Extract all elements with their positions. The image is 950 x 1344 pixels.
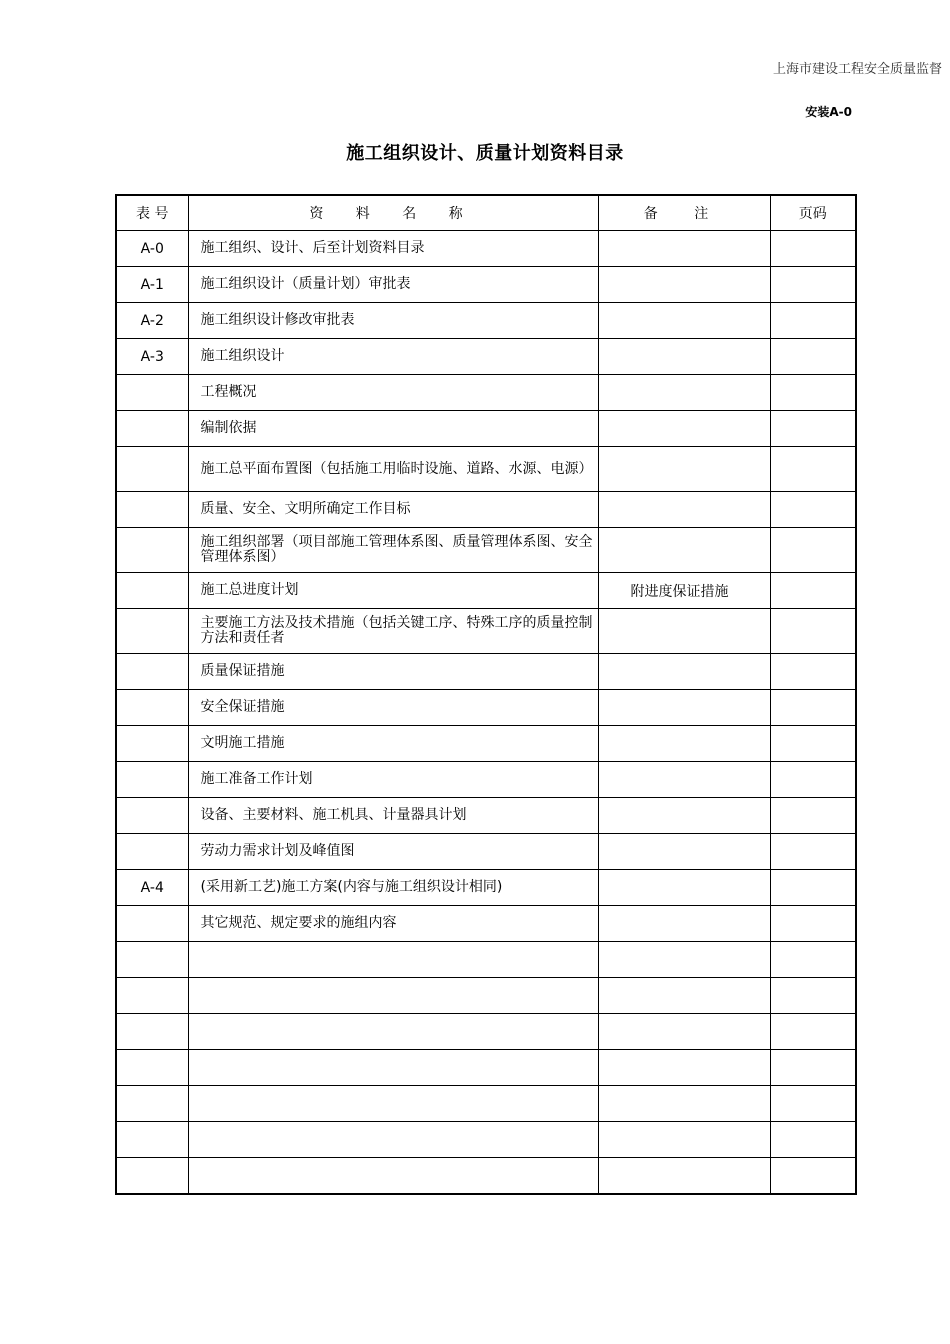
- table-row: [116, 654, 856, 690]
- cell-document-name: 设备、主要材料、施工机具、计量器具计划: [188, 798, 598, 834]
- cell-page-number: [770, 870, 856, 906]
- cell-page-number: [770, 267, 856, 303]
- cell-document-name: [188, 1122, 598, 1158]
- cell-document-name: 施工总平面布置图（包括施工用临时设施、道路、水源、电源）: [188, 447, 598, 492]
- cell-table-no: [116, 1050, 188, 1086]
- table-body: [116, 231, 856, 1195]
- cell-page-number: [770, 906, 856, 942]
- cell-document-name: [188, 1050, 598, 1086]
- cell-table-no: [116, 654, 188, 690]
- cell-document-name: 施工组织设计（质量计划）审批表: [188, 267, 598, 303]
- cell-document-name: 文明施工措施: [188, 726, 598, 762]
- cell-page-number: [770, 726, 856, 762]
- cell-document-name: 质量、安全、文明所确定工作目标: [188, 492, 598, 528]
- cell-document-name: [188, 1158, 598, 1195]
- header-no: 表 号: [116, 195, 188, 231]
- cell-table-no: A-0: [116, 231, 188, 267]
- cell-remark: 附进度保证措施: [598, 573, 770, 609]
- header-remark: 备 注: [598, 195, 770, 231]
- cell-table-no: [116, 762, 188, 798]
- cell-table-no: [116, 978, 188, 1014]
- header-name: 资 料 名 称: [188, 195, 598, 231]
- cell-remark: [598, 690, 770, 726]
- cell-remark: [598, 1158, 770, 1195]
- table-row: [116, 762, 856, 798]
- cell-table-no: [116, 609, 188, 654]
- table-row: [116, 231, 856, 267]
- table-row: [116, 303, 856, 339]
- table-row: [116, 375, 856, 411]
- cell-table-no: A-2: [116, 303, 188, 339]
- table-row: [116, 411, 856, 447]
- cell-remark: [598, 834, 770, 870]
- cell-table-no: A-1: [116, 267, 188, 303]
- cell-remark: [598, 1086, 770, 1122]
- cell-document-name: 施工组织设计: [188, 339, 598, 375]
- cell-remark: [598, 798, 770, 834]
- cell-page-number: [770, 609, 856, 654]
- table-row: [116, 447, 856, 492]
- cell-document-name: [188, 942, 598, 978]
- cell-table-no: [116, 528, 188, 573]
- cell-remark: [598, 528, 770, 573]
- cell-remark: [598, 411, 770, 447]
- cell-remark: [598, 870, 770, 906]
- header-page: 页码: [770, 195, 856, 231]
- cell-page-number: [770, 1050, 856, 1086]
- cell-page-number: [770, 573, 856, 609]
- table-row: [116, 1050, 856, 1086]
- cell-page-number: [770, 798, 856, 834]
- cell-page-number: [770, 492, 856, 528]
- table-row: [116, 726, 856, 762]
- cell-page-number: [770, 303, 856, 339]
- table-row: [116, 1158, 856, 1195]
- cell-page-number: [770, 834, 856, 870]
- cell-page-number: [770, 1086, 856, 1122]
- cell-page-number: [770, 1122, 856, 1158]
- cell-page-number: [770, 231, 856, 267]
- cell-remark: [598, 492, 770, 528]
- cell-table-no: [116, 834, 188, 870]
- cell-document-name: 主要施工方法及技术措施（包括关键工序、特殊工序的质量控制方法和责任者: [188, 609, 598, 654]
- cell-remark: [598, 609, 770, 654]
- table-row: [116, 906, 856, 942]
- form-code: 安装A-0: [805, 105, 852, 119]
- table-row: [116, 1086, 856, 1122]
- cell-remark: [598, 978, 770, 1014]
- catalog-table: [115, 194, 857, 1195]
- cell-page-number: [770, 411, 856, 447]
- cell-document-name: 工程概况: [188, 375, 598, 411]
- cell-page-number: [770, 375, 856, 411]
- cell-table-no: [116, 1086, 188, 1122]
- cell-document-name: [188, 1086, 598, 1122]
- header-note: 上海市建设工程安全质量监督: [772, 62, 942, 77]
- cell-table-no: A-4: [116, 870, 188, 906]
- table-row: [116, 1014, 856, 1050]
- cell-remark: [598, 303, 770, 339]
- cell-remark: [598, 339, 770, 375]
- table-row: [116, 690, 856, 726]
- cell-remark: [598, 375, 770, 411]
- table-row: [116, 267, 856, 303]
- cell-table-no: [116, 1158, 188, 1195]
- cell-remark: [598, 942, 770, 978]
- table-row: [116, 528, 856, 573]
- cell-table-no: [116, 798, 188, 834]
- cell-document-name: 劳动力需求计划及峰值图: [188, 834, 598, 870]
- cell-table-no: [116, 1014, 188, 1050]
- cell-page-number: [770, 762, 856, 798]
- cell-remark: [598, 447, 770, 492]
- page-title: 施工组织设计、质量计划资料目录: [346, 143, 624, 164]
- cell-remark: [598, 726, 770, 762]
- cell-remark: [598, 762, 770, 798]
- cell-page-number: [770, 1014, 856, 1050]
- cell-page-number: [770, 654, 856, 690]
- cell-table-no: [116, 492, 188, 528]
- table-row: [116, 492, 856, 528]
- cell-document-name: 安全保证措施: [188, 690, 598, 726]
- cell-table-no: A-3: [116, 339, 188, 375]
- cell-table-no: [116, 375, 188, 411]
- table-row: [116, 1122, 856, 1158]
- cell-document-name: 编制依据: [188, 411, 598, 447]
- table-row: [116, 942, 856, 978]
- table-row: [116, 609, 856, 654]
- cell-page-number: [770, 339, 856, 375]
- table-row: [116, 339, 856, 375]
- cell-remark: [598, 1050, 770, 1086]
- table-row: [116, 573, 856, 609]
- table-row: [116, 870, 856, 906]
- cell-document-name: 施工总进度计划: [188, 573, 598, 609]
- cell-page-number: [770, 942, 856, 978]
- table-header-row: [116, 195, 856, 231]
- cell-remark: [598, 654, 770, 690]
- cell-remark: [598, 1014, 770, 1050]
- cell-page-number: [770, 1158, 856, 1195]
- cell-remark: [598, 906, 770, 942]
- cell-page-number: [770, 978, 856, 1014]
- cell-document-name: [188, 978, 598, 1014]
- cell-table-no: [116, 906, 188, 942]
- cell-table-no: [116, 573, 188, 609]
- cell-page-number: [770, 690, 856, 726]
- cell-document-name: 施工组织部署（项目部施工管理体系图、质量管理体系图、安全管理体系图）: [188, 528, 598, 573]
- cell-remark: [598, 231, 770, 267]
- cell-table-no: [116, 1122, 188, 1158]
- cell-remark: [598, 267, 770, 303]
- cell-page-number: [770, 528, 856, 573]
- cell-document-name: [188, 1014, 598, 1050]
- table-row: [116, 978, 856, 1014]
- cell-table-no: [116, 726, 188, 762]
- cell-table-no: [116, 411, 188, 447]
- cell-document-name: 施工组织设计修改审批表: [188, 303, 598, 339]
- cell-document-name: 其它规范、规定要求的施组内容: [188, 906, 598, 942]
- table-row: [116, 834, 856, 870]
- cell-table-no: [116, 447, 188, 492]
- cell-remark: [598, 1122, 770, 1158]
- cell-table-no: [116, 690, 188, 726]
- cell-document-name: (采用新工艺)施工方案(内容与施工组织设计相同): [188, 870, 598, 906]
- cell-table-no: [116, 942, 188, 978]
- cell-document-name: 施工准备工作计划: [188, 762, 598, 798]
- table-row: [116, 798, 856, 834]
- cell-document-name: 施工组织、设计、后至计划资料目录: [188, 231, 598, 267]
- cell-document-name: 质量保证措施: [188, 654, 598, 690]
- cell-page-number: [770, 447, 856, 492]
